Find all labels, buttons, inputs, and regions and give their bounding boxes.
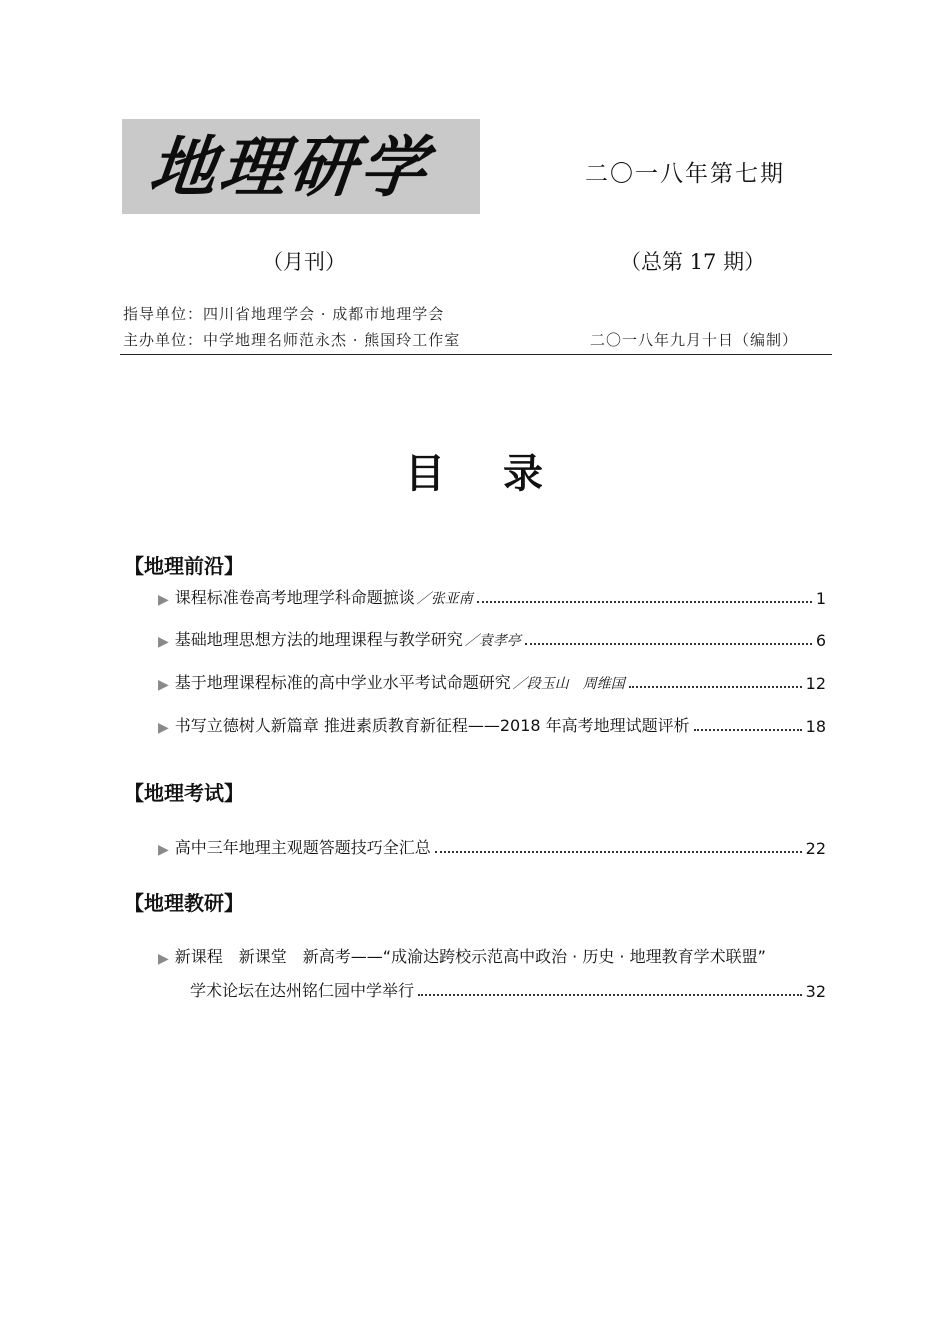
triangle-arrow-icon: ▶	[158, 842, 169, 858]
triangle-arrow-icon: ▶	[158, 720, 169, 736]
toc-entry[interactable]	[158, 584, 826, 608]
toc-entry[interactable]	[158, 834, 826, 858]
toc-title: 目录	[405, 451, 601, 497]
triangle-arrow-icon: ▶	[158, 634, 169, 650]
entry-page: 12	[805, 674, 826, 693]
entry-page: 1	[815, 589, 826, 608]
toc-entry[interactable]	[158, 626, 826, 650]
triangle-arrow-icon: ▶	[158, 677, 169, 693]
entry-page: 6	[815, 631, 826, 650]
entry-title-line1: 新课程 新课堂 新高考——“成渝达跨校示范高中政治 · 历史 · 地理教育学术联盟”	[174, 947, 766, 966]
dot-leader	[694, 729, 802, 731]
host-unit: 主办单位：中学地理名师范永杰 · 熊国玲工作室	[123, 331, 461, 349]
dot-leader	[418, 994, 802, 996]
triangle-arrow-icon: ▶	[158, 592, 169, 608]
entry-author: ／段玉山 周维国	[512, 676, 625, 692]
dot-leader	[477, 601, 812, 603]
header-divider	[120, 354, 832, 355]
entry-page: 22	[805, 839, 826, 858]
entry-title-line2: 学术论坛在达州铭仁园中学举行	[190, 981, 415, 1000]
toc-entry[interactable]	[158, 669, 826, 693]
entry-title: 高中三年地理主观题答题技巧全汇总	[174, 838, 431, 857]
frequency-label: （月刊）	[262, 250, 346, 274]
toc-entry[interactable]	[158, 944, 766, 967]
dot-leader	[629, 686, 802, 688]
entry-title: 课程标准卷高考地理学科命题摭谈	[174, 588, 415, 607]
entry-title: 基础地理思想方法的地理课程与教学研究	[174, 630, 463, 649]
total-issue-label: （总第 17 期）	[620, 250, 766, 274]
section-heading: 【地理教研】	[124, 891, 244, 915]
entry-page: 32	[805, 982, 826, 1001]
entry-page: 18	[805, 717, 826, 736]
masthead-logo	[122, 119, 480, 214]
toc-entry[interactable]	[158, 712, 826, 736]
section-heading: 【地理前沿】	[124, 554, 244, 578]
entry-title: 书写立德树人新篇章 推进素质教育新征程——2018 年高考地理试题评析	[174, 716, 690, 735]
entry-author: ／袁孝亭	[464, 633, 521, 649]
entry-title: 基于地理课程标准的高中学业水平考试命题研究	[174, 673, 511, 692]
entry-author: ／张亚南	[416, 591, 473, 607]
dot-leader	[525, 643, 812, 645]
issue-label: 二〇一八年第七期	[585, 161, 785, 187]
logo-title: 地理研学	[145, 128, 435, 206]
dot-leader	[435, 851, 802, 853]
triangle-arrow-icon: ▶	[158, 951, 169, 967]
compile-date: 二〇一八年九月十日（编制）	[590, 331, 799, 349]
section-heading: 【地理考试】	[124, 781, 244, 805]
toc-entry-continuation[interactable]	[190, 977, 826, 1001]
guiding-unit: 指导单位：四川省地理学会 · 成都市地理学会	[123, 305, 445, 323]
